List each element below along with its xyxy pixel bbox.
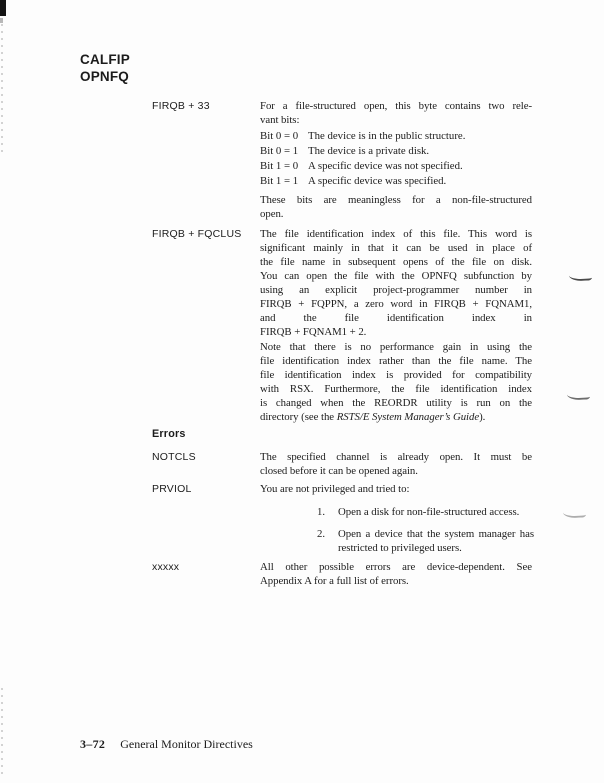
header-subfunction-name: OPNFQ	[80, 69, 130, 84]
paragraph-line: using an explicit project-programmer number in	[260, 284, 532, 296]
pencil-mark-icon	[569, 273, 592, 281]
table-row	[260, 159, 540, 174]
bit-description: A specific device was not specified.	[308, 160, 463, 172]
bit-description: The device is a private disk.	[308, 145, 430, 157]
scan-artifact-corner-bar	[0, 0, 6, 16]
errors-section-heading: Errors	[152, 428, 186, 440]
paragraph-line: and the file identification index in	[260, 312, 532, 324]
entry-body	[260, 450, 532, 478]
paragraph-line: file identification index is provided for compatibility	[260, 369, 532, 381]
paragraph-line: vant bits:	[260, 114, 300, 126]
scan-artifact-edge-dots-bottom	[1, 688, 3, 776]
entry-body	[260, 560, 532, 588]
paragraph-line: open.	[260, 208, 284, 220]
citation-suffix: ).	[479, 411, 486, 423]
scan-artifact-smudge	[0, 18, 3, 23]
entry-body	[260, 340, 532, 424]
citation-prefix: directory (see the	[260, 411, 337, 423]
table-row	[260, 129, 540, 144]
paragraph-line: The file identification index of this file. This word is	[260, 228, 532, 240]
bit-expression: Bit 1 = 0	[260, 160, 299, 172]
paragraph-line: Appendix A for a full list of errors.	[260, 575, 409, 587]
paragraph-line: file identification index rather than the file name. The	[260, 355, 532, 367]
paragraph-line: Open a device that the system manager has	[338, 528, 534, 540]
bit-expression: Bit 0 = 0	[260, 130, 299, 142]
paragraph-line: restricted to privileged users.	[338, 542, 462, 554]
paragraph-line: All other possible errors are device-dependent. See	[260, 561, 532, 573]
page-footer	[80, 737, 253, 752]
bit-expression: Bit 0 = 1	[260, 145, 299, 157]
paragraph-line: the file name in subsequent opens of the file on disk.	[260, 256, 532, 268]
bit-description: A specific device was specified.	[308, 175, 447, 187]
paragraph-line: You can open the file with the OPNFQ subfunction by	[260, 270, 532, 282]
footer-section-title: General Monitor Directives	[120, 737, 253, 751]
list-item	[317, 505, 537, 519]
paragraph-line: You are not privileged and tried to:	[260, 483, 410, 495]
error-code-label: NOTCLS	[152, 451, 196, 463]
paragraph-line: The specified channel is already open. It must be	[260, 451, 532, 463]
list-item	[317, 527, 537, 555]
citation-title: RSTS/E System Manager’s Guide	[336, 411, 480, 423]
header-directive-name: CALFIP	[80, 52, 130, 67]
entry-body	[260, 482, 532, 496]
paragraph-line: For a file-structured open, this byte contains two rele-	[260, 100, 532, 112]
entry-body	[260, 193, 532, 221]
paragraph-line: is changed when the REORDR utility is run on the	[260, 397, 532, 409]
page-number: 3–72	[80, 737, 106, 751]
paragraph-line: closed before it can be opened again.	[260, 465, 418, 477]
error-code-label: PRVIOL	[152, 483, 192, 495]
paragraph-line: FIRQB + FQNAM1 + 2.	[260, 326, 367, 338]
table-row	[260, 144, 540, 159]
list-item-number: 2.	[317, 528, 325, 540]
bit-expression: Bit 1 = 1	[260, 175, 299, 187]
pencil-mark-icon	[567, 392, 590, 400]
pencil-mark-icon	[563, 510, 586, 518]
list-item-text	[338, 505, 534, 519]
paragraph-line: Open a disk for non-file-structured access.	[338, 506, 520, 518]
paragraph-line: significant mainly in that it can be used in place of	[260, 242, 532, 254]
paragraph-line-with-citation	[260, 410, 532, 424]
scan-artifact-edge-dots-top	[1, 24, 3, 154]
entry-body	[260, 227, 532, 339]
list-item-text	[338, 527, 534, 555]
list-item-number: 1.	[317, 506, 325, 518]
page-header	[80, 51, 130, 85]
field-label-firqb33: FIRQB + 33	[152, 100, 210, 112]
entry-body	[260, 99, 532, 127]
table-row	[260, 174, 540, 189]
bit-definitions-table	[260, 129, 540, 189]
field-label-fqclus: FIRQB + FQCLUS	[152, 228, 242, 240]
bit-description: The device is in the public structure.	[308, 130, 466, 142]
paragraph-line: with RSX. Furthermore, the file identification index	[260, 383, 532, 395]
error-code-label: xxxxx	[152, 561, 180, 573]
paragraph-line: Note that there is no performance gain in using the	[260, 341, 532, 353]
paragraph-line: FIRQB + FQPPN, a zero word in FIRQB + FQNAM1,	[260, 298, 532, 310]
paragraph-line: These bits are meaningless for a non-file-structured	[260, 194, 532, 206]
